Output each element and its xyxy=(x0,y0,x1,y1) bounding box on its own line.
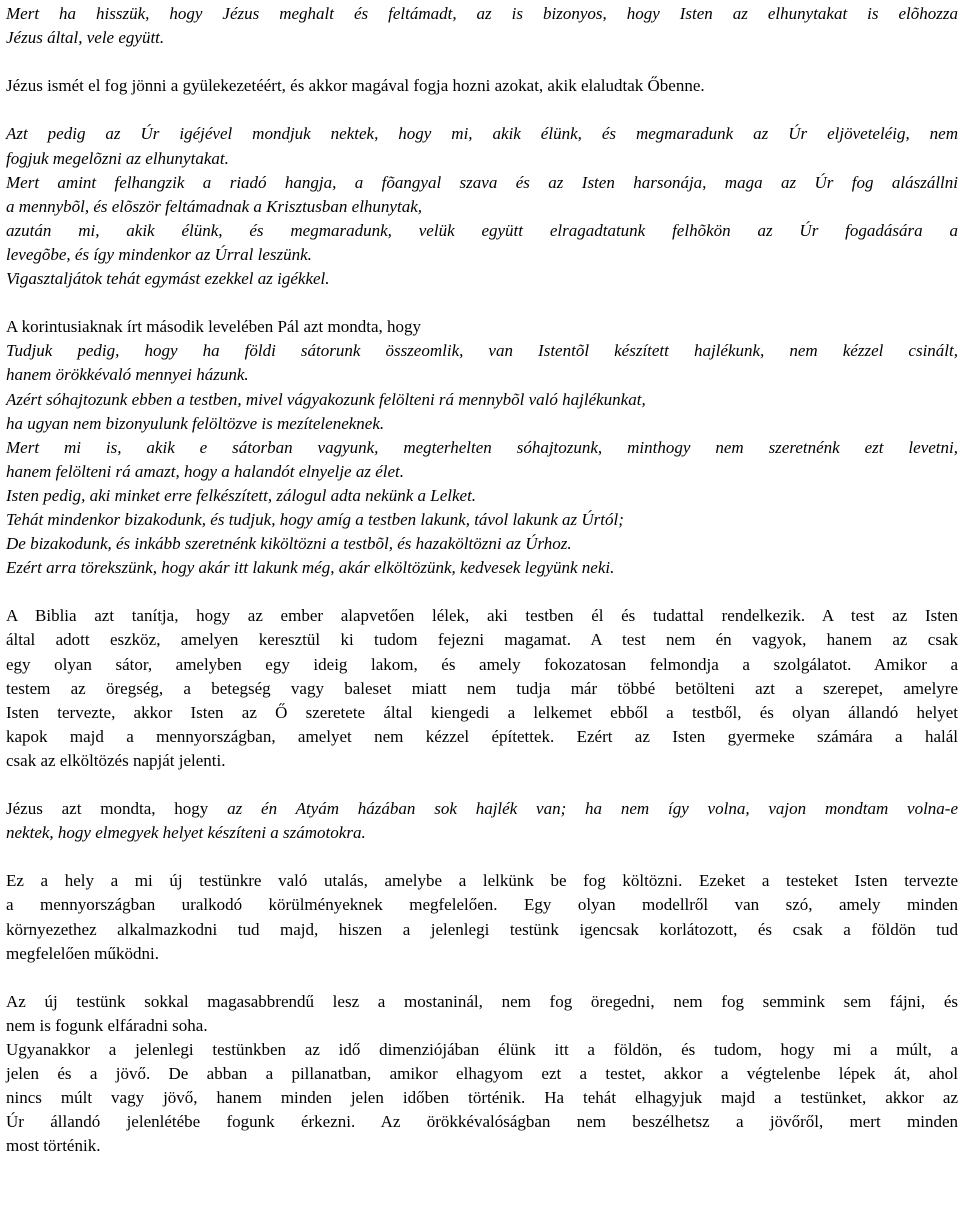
text-line: megfelelően működni. xyxy=(6,943,159,963)
paragraph xyxy=(6,2,958,50)
text-line: Isten pedig, aki minket erre felkészített, zálogul adta nekünk a Lelket. xyxy=(6,485,477,505)
text-line: Mert mi is, akik e sátorban vagyunk, megterhelten sóhajtozunk, minthogy nem szeretnénk ezt levetni, xyxy=(6,437,958,457)
text-line: fogjuk megelõzni az elhunytakat. xyxy=(6,148,229,168)
text-line: hanem örökkévaló mennyei házunk. xyxy=(6,365,249,385)
text-line: ha ugyan nem bizonyulunk felöltözve is mezíteleneknek. xyxy=(6,413,385,433)
text-line: Vigasztaljátok tehát egymást ezekkel az igékkel. xyxy=(6,269,330,289)
text-line: Azért sóhajtozunk ebben a testben, mivel vágyakozunk felölteni rá mennybõl való hajlékunkat, xyxy=(6,389,646,409)
text-segment: az én Atyám házában sok hajlék van; ha nem így volna, vajon mondtam volna-e xyxy=(227,799,958,819)
text-line: nem is fogunk elfáradni soha. xyxy=(6,1015,208,1035)
text-line: De bizakodunk, és inkább szeretnénk kiköltözni a testbõl, és hazaköltözni az Úrhoz. xyxy=(6,534,572,554)
text-line: egy olyan sátor, amelyben egy ideig lakom, és amely fokozatosan felmondja a szolgálatot. Amikor a xyxy=(6,654,958,674)
paragraph xyxy=(6,869,958,965)
text-line: Ugyanakkor a jelenlegi testünkben az idő dimenziójában élünk itt a földön, és tudom, hogy mi a múlt, a xyxy=(6,1040,958,1060)
paragraph xyxy=(6,122,958,291)
text-line: Ez a hely a mi új testünkre való utalás, amelybe a lelkünk be fog költözni. Ezeket a testeket Isten tervezte xyxy=(6,871,958,891)
text-line: Tudjuk pedig, hogy ha földi sátorunk összeomlik, van Istentõl készített hajlékunk, nem kézzel csinált, xyxy=(6,341,958,361)
paragraph xyxy=(6,74,958,98)
paragraph xyxy=(6,990,958,1159)
text-line: Mert ha hisszük, hogy Jézus meghalt és feltámadt, az is bizonyos, hogy Isten az elhunytakat is elõhozza xyxy=(6,4,958,23)
text-line: nektek, hogy elmegyek helyet készíteni a számotokra. xyxy=(6,823,366,843)
text-line: Tehát mindenkor bizakodunk, és tudjuk, hogy amíg a testben lakunk, távol lakunk az Úrtól; xyxy=(6,509,624,529)
paragraph xyxy=(6,797,958,845)
text-line: csak az elköltözés napját jelenti. xyxy=(6,750,226,770)
paragraph xyxy=(6,604,958,773)
text-segment: Jézus azt mondta, hogy xyxy=(6,799,228,819)
text-line: környezethez alkalmazkodni tud majd, hiszen a jelenlegi testünk igencsak korlátozott, és csak a földön tud xyxy=(6,919,958,939)
text-line: Isten tervezte, akkor Isten az Ő szeretete által kiengedi a lelkemet ebből a testből, és olyan állandó helyet xyxy=(6,702,958,722)
text-line: A korintusiaknak írt második levelében Pál azt mondta, hogy xyxy=(6,317,421,337)
text-line: által adott eszköz, amelyen keresztül ki tudom fejezni magamat. A test nem én vagyok, hanem az csak xyxy=(6,630,958,650)
text-line: a mennybõl, és elõször feltámadnak a Krisztusban elhunytak, xyxy=(6,196,422,216)
text-line: Azt pedig az Úr igéjével mondjuk nektek, hogy mi, akik élünk, és megmaradunk az Úr eljöveteléig, nem xyxy=(6,124,958,144)
text-line: levegõbe, és így mindenkor az Úrral leszünk. xyxy=(6,244,312,264)
text-line: Úr állandó jelenlétébe fogunk érkezni. Az örökkévalóságban nem beszélhetsz a jövőről, mert minden xyxy=(6,1112,958,1132)
text-line: A Biblia azt tanítja, hogy az ember alapvetően lélek, aki testben él és tudattal rendelkezik. A test az Isten xyxy=(6,606,958,626)
text-line: Ezért arra törekszünk, hogy akár itt lakunk még, akár elköltözünk, kedvesek legyünk neki. xyxy=(6,558,615,578)
text-line: most történik. xyxy=(6,1136,101,1156)
text-line: Az új testünk sokkal magasabbrendű lesz a mostaninál, nem fog öregedni, nem fog semmink sem fájni, és xyxy=(6,991,958,1011)
text-line: hanem felölteni rá amazt, hogy a halandót elnyelje az élet. xyxy=(6,461,405,481)
paragraph xyxy=(6,315,958,580)
text-line: nincs múlt vagy jövő, hanem minden jelen időben történik. Ha tehát elhagyjuk majd a testünket, akkor az xyxy=(6,1088,958,1108)
document-page xyxy=(6,2,958,1159)
text-line: Jézus ismét el fog jönni a gyülekezetéért, és akkor magával fogja hozni azokat, akik elaludtak Őbenne. xyxy=(6,76,705,96)
text-line: a mennyországban uralkodó körülményeknek megfelelően. Egy olyan modellről van szó, amely minden xyxy=(6,895,958,915)
text-line: azután mi, akik élünk, és megmaradunk, velük együtt elragadtatunk felhõkön az Úr fogadására a xyxy=(6,220,958,240)
text-line: Jézus által, vele együtt. xyxy=(6,28,165,48)
text-line: testem az öregség, a betegség vagy baleset miatt nem tudja már többé betölteni azt a szerepet, amelyre xyxy=(6,678,958,698)
text-line: Mert amint felhangzik a riadó hangja, a fõangyal szava és az Isten harsonája, maga az Úr fog alászállni xyxy=(6,172,958,192)
text-line: jelen és a jövő. De abban a pillanatban, amikor elhagyom ezt a testet, akkor a végtelenbe lépek át, ahol xyxy=(6,1064,958,1084)
text-line: kapok majd a mennyországban, amelyet nem kézzel építettek. Ezért az Isten gyermeke számára a halál xyxy=(6,726,958,746)
text-line xyxy=(6,797,958,821)
